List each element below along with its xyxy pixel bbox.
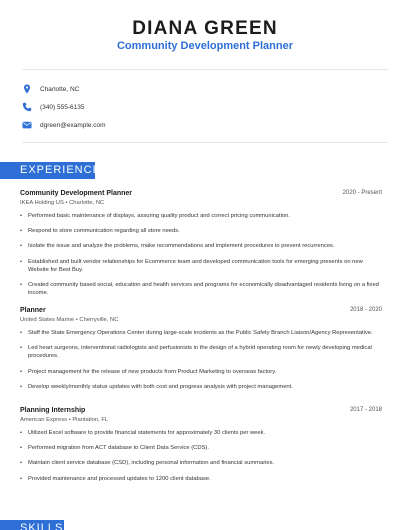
job-bullets <box>20 429 382 483</box>
job-entry-2 <box>20 307 382 398</box>
list-item: • Staff the State Emergency Operations Center during large-scale incidents as the Public Safety Branch Liaison/Agency Representative. <box>20 329 382 337</box>
job-title: Community Development Planner <box>20 190 133 197</box>
job-company: United States Marine <box>20 317 75 323</box>
list-item: • Led heart surgeons, interventional radiologists and perfusionists in the design of a hybrid operating room for newly developing medical procedures. <box>20 344 382 360</box>
list-item: • Provided maintenance and processed updates to 1200 client database. <box>20 475 382 483</box>
job-location: Charlotte, NC <box>69 200 105 206</box>
job-location: Cherryville, NC <box>79 317 119 323</box>
list-item: • Respond to store communication regarding all store needs. <box>20 227 382 235</box>
email-icon <box>22 120 32 130</box>
list-item: • Performed migration from ACT database to Client Data Service (CDS). <box>20 444 382 452</box>
job-dates: 2020 - Present <box>342 190 382 196</box>
candidate-title: Community Development Planner <box>116 40 294 52</box>
list-item: • Maintain client service database (CSD), including personal information and financial summaries. <box>20 459 382 467</box>
location-pin-icon <box>22 84 32 94</box>
skills-section-header: SKILLS <box>0 520 64 530</box>
header-divider <box>22 69 388 70</box>
contact-divider <box>22 142 388 143</box>
contact-email <box>22 120 106 130</box>
list-item: • Utilized Excel software to provide financial statements for approximately 30 clients per week. <box>20 429 382 437</box>
job-title: Planning Internship <box>20 407 86 414</box>
job-title: Planner <box>20 307 46 314</box>
email-text: dgreen@example.com <box>40 121 106 129</box>
phone-icon <box>22 102 32 112</box>
candidate-name: DIANA GREEN <box>132 18 278 39</box>
job-dates: 2017 - 2018 <box>349 407 382 413</box>
job-meta: American Express • Plantation, FL <box>20 417 109 423</box>
list-item: • Performed basic maintenance of displays, assuring quality product and correct pricing communication. <box>20 212 382 220</box>
job-bullets <box>20 212 382 297</box>
job-entry-1 <box>20 190 382 304</box>
list-item: • Created community based social, education and health services and programs for economically disadvantaged residents living on a fixed income. <box>20 281 382 297</box>
experience-section-header: EXPERIENCE <box>0 162 95 179</box>
list-item: • Established and built vendor relationships for Ecommerce team and developed communication tools for emerging presents on new Website for Best Buy. <box>20 258 382 274</box>
contact-phone <box>22 102 84 112</box>
list-item: • Isolate the issue and analyze the problems, make recommendations and implement procedures to prevent recurrences. <box>20 242 382 250</box>
contact-location <box>22 84 79 94</box>
job-meta: United States Marine • Cherryville, NC <box>20 317 119 323</box>
phone-text: (340) 555-6135 <box>40 103 85 111</box>
job-meta: IKEA Holding US • Charlotte, NC <box>20 200 105 206</box>
job-bullets <box>20 329 382 391</box>
job-company: IKEA Holding US <box>20 200 64 206</box>
job-dates: 2018 - 2020 <box>349 307 382 313</box>
list-item: • Project management for the release of new products from Product Marketing to overseas factory. <box>20 368 382 376</box>
list-item: • Develop weekly/monthly status updates with both cost and progress analysis with project management. <box>20 383 382 391</box>
job-company: American Express <box>20 417 68 423</box>
location-text: Charlotte, NC <box>40 85 80 93</box>
job-entry-3 <box>20 407 382 490</box>
job-location: Plantation, FL <box>72 417 109 423</box>
